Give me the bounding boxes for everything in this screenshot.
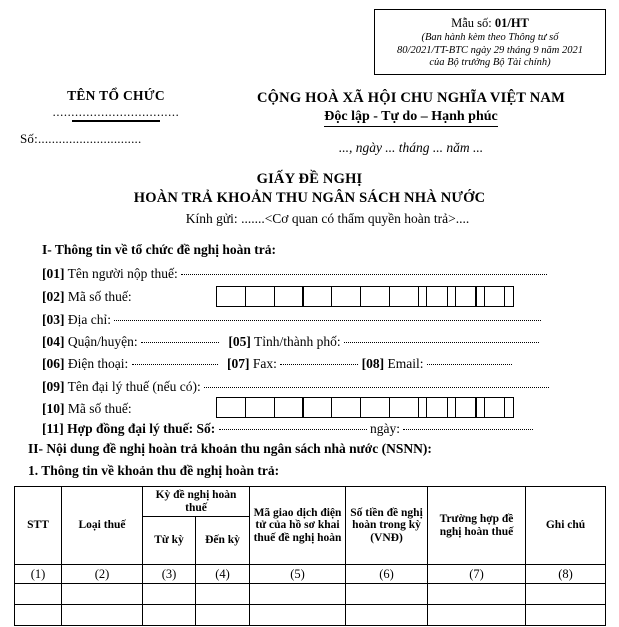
header-stt: STT — [15, 487, 62, 565]
header-period-from: Từ kỳ — [143, 517, 196, 565]
form-code-label: Mẫu số: — [451, 16, 492, 30]
document-title-line1: GIẤY ĐỀ NGHỊ — [256, 171, 363, 187]
form-code-value: 01/HT — [494, 16, 529, 30]
field-row-04-05 — [42, 333, 539, 351]
field-06-input[interactable] — [132, 354, 218, 365]
table-cell[interactable] — [428, 584, 526, 605]
field-05-number: [05] — [228, 334, 251, 349]
field-03-number: [03] — [42, 312, 65, 327]
column-number: (1) — [15, 565, 62, 584]
taxcode-cell[interactable] — [331, 397, 361, 418]
section-i-heading: I- Thông tin về tổ chức đề nghị hoàn trả: — [42, 242, 277, 257]
field-row-02 — [42, 288, 132, 306]
field-row-03 — [42, 311, 541, 329]
taxcode-cell[interactable] — [484, 397, 514, 418]
header-case-type: Trường hợp đề nghị hoàn thuế — [428, 487, 526, 565]
taxcode-cell[interactable] — [360, 397, 390, 418]
field-09-number: [09] — [42, 379, 65, 394]
country-name: CỘNG HOÀ XÃ HỘI CHU NGHĨA VIỆT NAM — [257, 90, 565, 106]
organization-underline — [72, 120, 160, 122]
field-11-number: [11] — [42, 421, 64, 436]
column-number: (7) — [428, 565, 526, 584]
table-cell[interactable] — [196, 584, 250, 605]
table-cell[interactable] — [143, 584, 196, 605]
document-title — [0, 170, 619, 208]
table-cell[interactable] — [428, 605, 526, 626]
field-05-input[interactable] — [344, 332, 539, 343]
column-number: (6) — [346, 565, 428, 584]
refund-details-table — [14, 486, 606, 626]
table-cell[interactable] — [15, 605, 62, 626]
table-cell[interactable] — [62, 605, 143, 626]
taxcode-cell[interactable] — [484, 286, 514, 307]
taxcode-cell[interactable] — [216, 397, 246, 418]
recipient-value[interactable]: .......<Cơ quan có thẩm quyền hoàn trả>.... — [241, 211, 470, 226]
column-number: (4) — [196, 565, 250, 584]
field-11-date-input[interactable] — [403, 419, 533, 430]
column-number: (8) — [526, 565, 606, 584]
organization-name-blank[interactable]: .................................. — [52, 105, 180, 119]
field-07-number: [07] — [227, 356, 250, 371]
field-02-taxcode-group2[interactable] — [426, 286, 514, 307]
taxcode-cell[interactable] — [360, 286, 390, 307]
taxcode-cell[interactable] — [331, 286, 361, 307]
table-row[interactable] — [15, 605, 606, 626]
field-row-01 — [42, 265, 547, 283]
field-11-date-label: ngày: — [370, 421, 401, 436]
taxcode-cell[interactable] — [389, 286, 419, 307]
taxcode-cell[interactable] — [274, 397, 304, 418]
taxcode-cell[interactable] — [389, 397, 419, 418]
column-number: (3) — [143, 565, 196, 584]
header-tax-type: Loại thuế — [62, 487, 143, 565]
header-transaction-code: Mã giao dịch điện tử của hồ sơ khai thuế đề nghị hoàn — [250, 487, 346, 565]
document-title-line2: HOÀN TRẢ KHOẢN THU NGÂN SÁCH NHÀ NƯỚC — [133, 190, 486, 206]
table-cell[interactable] — [346, 605, 428, 626]
field-row-11 — [42, 420, 533, 438]
field-06-number: [06] — [42, 356, 65, 371]
form-code-box — [374, 9, 606, 75]
field-04-number: [04] — [42, 334, 65, 349]
column-number: (5) — [250, 565, 346, 584]
header-notes: Ghi chú — [526, 487, 606, 565]
field-03-input[interactable] — [114, 310, 541, 321]
field-07-label: Fax: — [252, 356, 277, 371]
form-code-note-line2: 80/2021/TT-BTC ngày 29 tháng 9 năm 2021 — [397, 44, 583, 56]
field-01-label: Tên người nộp thuế: — [67, 266, 178, 281]
form-code-line — [375, 16, 605, 31]
field-07-input[interactable] — [280, 354, 358, 365]
table-cell[interactable] — [250, 584, 346, 605]
taxcode-cell[interactable] — [302, 397, 332, 418]
taxcode-cell[interactable] — [426, 286, 456, 307]
field-02-label: Mã số thuế: — [67, 289, 132, 304]
organization-number-blank[interactable]: .............................. — [37, 130, 142, 146]
table-header-row-1 — [15, 487, 606, 517]
table-cell[interactable] — [526, 584, 606, 605]
organization-number-row — [16, 131, 216, 147]
field-row-09 — [42, 378, 549, 396]
recipient-label: Kính gửi: — [185, 211, 238, 226]
table-row[interactable] — [15, 584, 606, 605]
form-code-note-line3: của Bộ trưởng Bộ Tài chính) — [429, 57, 551, 68]
table-column-number-row — [15, 565, 606, 584]
date-line[interactable]: ..., ngày ... tháng ... năm ... — [338, 140, 484, 155]
taxcode-cell[interactable] — [274, 286, 304, 307]
organization-number-label: Số: — [20, 130, 38, 146]
field-08-input[interactable] — [427, 354, 512, 365]
field-02-number: [02] — [42, 289, 65, 304]
refund-details-table-wrap — [14, 486, 606, 626]
form-code-note — [375, 32, 605, 70]
table-cell[interactable] — [15, 584, 62, 605]
header-period-to: Đến kỳ — [196, 517, 250, 565]
section-ii-heading: II- Nội dung đề nghị hoàn trả khoản thu ngân sách nhà nước (NSNN): — [28, 441, 432, 456]
header-period-group: Kỳ đề nghị hoàn thuế — [143, 487, 250, 517]
field-03-label: Địa chỉ: — [67, 312, 111, 327]
organization-block — [16, 88, 216, 147]
taxcode-cell[interactable] — [426, 397, 456, 418]
form-code-note-line1: (Ban hành kèm theo Thông tư số — [421, 32, 559, 43]
table-cell[interactable] — [196, 605, 250, 626]
section-ii-subheading: 1. Thông tin về khoản thu đề nghị hoàn trả: — [28, 463, 280, 478]
taxcode-cell[interactable] — [245, 286, 275, 307]
field-10-number: [10] — [42, 401, 65, 416]
field-08-number: [08] — [361, 356, 385, 371]
header-amount: Số tiền đề nghị hoàn trong kỳ (VNĐ) — [346, 487, 428, 565]
field-row-06-07-08 — [42, 355, 512, 373]
taxcode-cell[interactable] — [455, 286, 485, 307]
table-cell[interactable] — [526, 605, 606, 626]
field-04-input[interactable] — [141, 332, 219, 343]
field-11-label: Hợp đồng đại lý thuế: Số: — [67, 421, 216, 436]
field-08-label: Email: — [387, 356, 424, 371]
field-10-taxcode-group2[interactable] — [426, 397, 514, 418]
national-motto: Độc lập - Tự do – Hạnh phúc — [324, 109, 497, 127]
field-06-label: Điện thoại: — [67, 356, 129, 371]
field-11-number-input[interactable] — [219, 419, 367, 430]
taxcode-cell[interactable] — [302, 286, 332, 307]
field-05-label: Tỉnh/thành phố: — [254, 334, 341, 349]
column-number: (2) — [62, 565, 143, 584]
recipient-line — [0, 211, 619, 227]
table-cell[interactable] — [62, 584, 143, 605]
organization-title: TÊN TỔ CHỨC — [67, 88, 165, 103]
taxcode-cell[interactable] — [216, 286, 246, 307]
national-header — [216, 90, 606, 127]
table-cell[interactable] — [143, 605, 196, 626]
field-10-label: Mã số thuế: — [67, 401, 132, 416]
field-01-input[interactable] — [181, 264, 547, 275]
taxcode-cell[interactable] — [245, 397, 275, 418]
field-row-10 — [42, 400, 132, 418]
field-09-input[interactable] — [204, 377, 549, 388]
field-04-label: Quận/huyện: — [67, 334, 138, 349]
taxcode-cell[interactable] — [455, 397, 485, 418]
field-01-number: [01] — [42, 266, 65, 281]
table-cell[interactable] — [250, 605, 346, 626]
table-cell[interactable] — [346, 584, 428, 605]
field-09-label: Tên đại lý thuế (nếu có): — [67, 379, 201, 394]
